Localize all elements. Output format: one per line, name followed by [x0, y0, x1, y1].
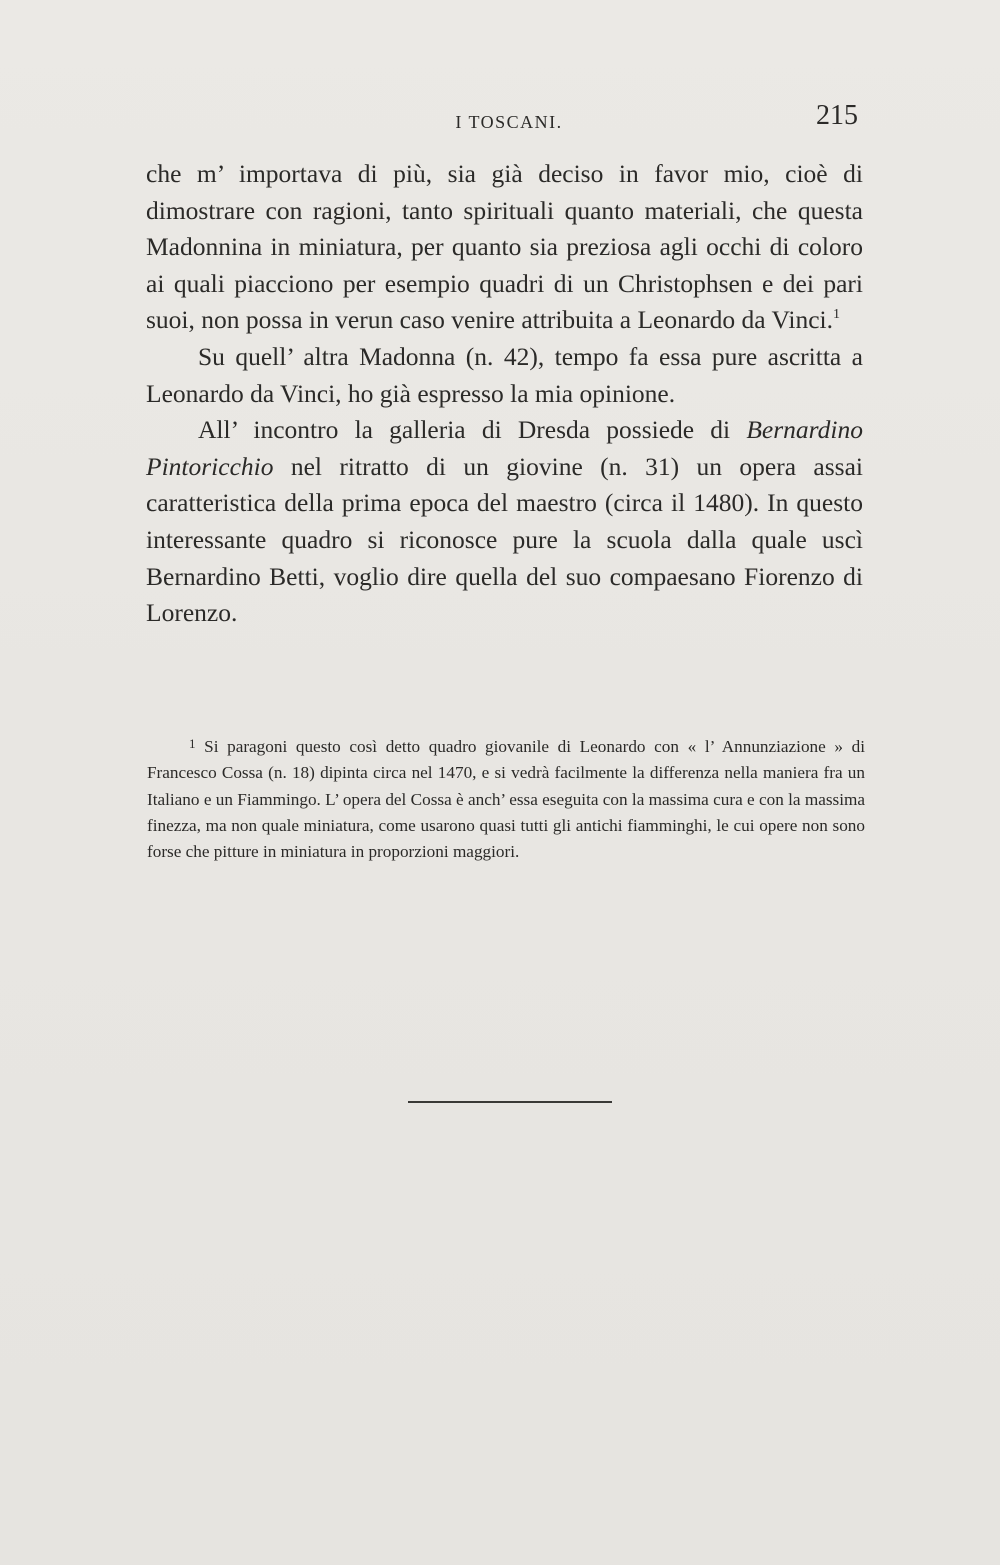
footnote-1 — [147, 734, 865, 865]
end-rule — [408, 1101, 612, 1103]
artist-name: Bernardino Pintoricchio — [146, 415, 863, 481]
footnote-text: Si paragoni questo così detto quadro giovanile di Leonardo con « l’ Annunziazione » di Francesco Cossa (n. 18) dipinta circa nel 1470, e si vedrà facilmente la differenza nella maniera fra un Italiano e un Fiammingo. L’ opera del Cossa è anch’ essa eseguita con la massima cura e con la massima finezza, ma non quale miniatura, come usarono quasi tutti gli antichi fiamminghi, le cui opere non sono forse che pitture in miniatura in proporzioni maggiori. — [147, 737, 865, 862]
paragraph-2: Su quell’ altra Madonna (n. 42), tempo fa essa pure ascritta a Leonardo da Vinci, ho già espresso la mia opinione. — [146, 341, 863, 408]
page-number: 215 — [816, 100, 858, 131]
paragraph-3-rest: nel ritratto di un giovine (n. 31) un opera assai caratteristica della prima epoca del maestro (circa il 1480). In questo interessante quadro si riconosce pure la scuola dalla quale uscì Bernardino Betti, voglio dire quella del suo compaesano Fiorenzo di Lorenzo. — [146, 451, 863, 628]
footnote-reference: 1 — [833, 307, 841, 323]
running-title: I TOSCANI. — [455, 112, 563, 132]
paragraph-3-start: All’ incontro la galleria di Dresda possiede di — [198, 415, 747, 445]
paragraph-1 — [146, 156, 863, 339]
main-text — [146, 156, 863, 632]
paragraph-1-text: che m’ importava di più, sia già deciso in favor mio, cioè di dimostrare con ragioni, tanto spirituali quanto materiali, che questa Madonnina in miniatura, per quanto sia preziosa agli occhi di coloro ai quali piacciono per esempio quadri di un Christophsen e dei pari suoi, non possa in verun caso venire attribuita a Leonardo da Vinci. — [146, 159, 863, 335]
paragraph-3 — [146, 412, 863, 632]
footnote-marker: 1 — [189, 736, 196, 751]
footnotes — [147, 734, 865, 865]
running-head — [140, 100, 860, 140]
